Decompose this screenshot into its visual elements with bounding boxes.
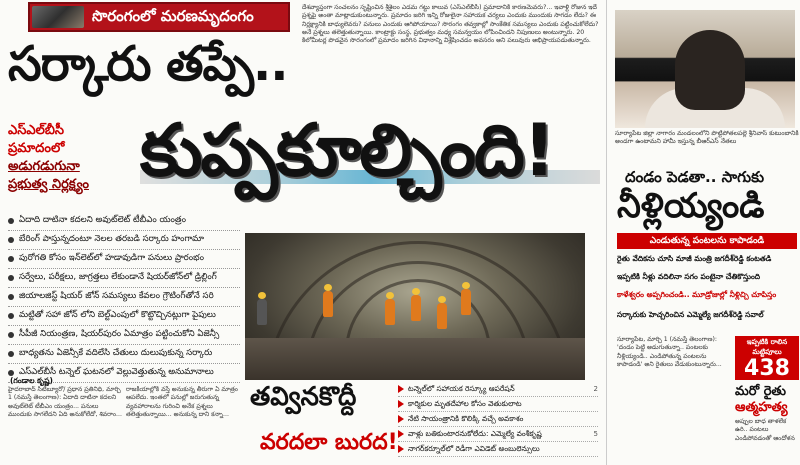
caption-line-2: వరదలా బురద!	[260, 430, 398, 455]
side-story-text: అప్పుల బాధ తాళలేక ఉరి.. పంటలు ఎండిపోవడంతో ఆందోళన	[735, 418, 795, 442]
highlight-line: ప్రభుత్వ నిర్లక్ష్యం	[8, 177, 89, 192]
related-link[interactable]	[398, 442, 598, 457]
arrow-icon	[398, 400, 404, 408]
bullet-item	[8, 326, 240, 345]
related-link-text: వాళ్లు బతికుంటారనుకోలేదు: ఎమ్మెల్యే వంశీకృష్ణ	[408, 428, 542, 438]
bullet-dot-icon	[8, 313, 14, 319]
debris-mud	[245, 338, 585, 380]
bullet-text: ఎస్‌ఎల్‌బీసీ టన్నెల్ ఘటనలో వెల్లువెత్తుతున్న అనుమానాలు	[19, 367, 214, 377]
arrow-icon	[398, 415, 404, 423]
page-ref: 2	[593, 385, 598, 393]
related-link[interactable]	[398, 382, 598, 397]
right-column	[606, 0, 800, 465]
related-link-text: నేటి సాయంత్రానికి కొలిక్కి వచ్చే అవకాశం	[408, 413, 524, 423]
big-headline-block	[136, 108, 601, 218]
right-kicker: దండం పెడతా.. సాగుకు	[625, 168, 765, 186]
arrow-icon	[398, 445, 404, 453]
intro-article: దేశవ్యాప్తంగా సంచలనం సృష్టించిన శ్రీశైలం ఎడమ గట్టు కాలువ (ఎస్‌ఎల్‌బీసీ) ప్రమాదానికి కారణమెవరు?... ఇవాళ్టి రోజున ఇదే ప్రశ్నపై అంతా మాట్లాడుకుంటున్నారు. ప్రమాదం జరిగి ఇన్ని రోజులైనా సహాయక చర్యలు ఎందుకు ముందుకు సాగడం లేదు? ఈ నిర్లక్ష్యానికి బాధ్యులెవరు? పనులు ఎందుకు ఆగిపోయాయి? సొరంగం తవ్వకాల్లో సాంకేతిక సమస్యలు ఎందుకు పట్టించుకోలేదు? అనే ప్రశ్నలు తలెత్తుతున్నాయి. కాంట్రాక్టు సంస్థ, ప్రభుత్వం మధ్య సమన్వయం లోపించిందని నిపుణులు అంటున్నారు. 20 కిలోమీటర్ల పొడవైన సొరంగంలో ప్రమాదం జరిగిన విధానాన్ని విశ్లేషించడం అవసరం అని పలువురు అభిప్రాయపడుతున్నారు.	[302, 4, 599, 45]
article-body-middle: రాజకీయాల్లోకి వస్తే అనుకున్న తీరుగా ఏ మాత్రం ఆపలేదు. ఇంతలో పనుల్లో జరుగుతున్న వ్యవహారాలను గురించి అనేక ప్రశ్నలు తలెత్తుతున్నాయి... అనుకున్న దాని కన్నా...	[126, 386, 238, 418]
bullet-text: ఏదాది దాటినా కదలని అవుట్‌లెట్ టీబీఎం యంత్రం	[19, 215, 186, 225]
page-ref: 5	[593, 430, 598, 438]
related-link-text: నాగర్‌కర్నూల్‌లో రెడీగా ఎవిడెట్ అంబులెన్సులు	[408, 443, 540, 453]
section-banner	[28, 2, 290, 32]
bullet-text: మట్టితో సహా జోన్ లోని బెల్ట్‌ఎంపులో కొట్టొచ్చినట్లుగా పైపులు	[19, 310, 216, 320]
banner-thumbnail-image	[32, 6, 84, 28]
related-link[interactable]	[398, 427, 598, 442]
photo-head	[675, 30, 745, 110]
count-box	[735, 336, 799, 380]
bullet-item	[8, 288, 240, 307]
bullet-dot-icon	[8, 237, 14, 243]
bullet-text: జియాలజిస్ట్ షియర్ జోన్ సమస్యలు కేవలం గ్రౌటింగ్‌తోనే సరి	[19, 291, 214, 301]
right-point: కాళేశ్వరం అప్పగించండి.. మూడ్రోజుల్లో నీళ్లిచ్చి చూపిస్తం	[617, 290, 777, 299]
right-point: రైతు వేదికను చూసి మాజీ మంత్రి జగదీశ్‌రెడ్డి కంటతడి	[617, 254, 772, 263]
related-link[interactable]	[398, 397, 598, 412]
big-headline-word: కుప్పకూల్చింది!	[140, 108, 554, 192]
photo-caption: సూర్యాపేట జిల్లా నాగారం మండలంలోని పొట్టిపోతలపల్లె శ్రీనివాస్ కుటుంబానికి అండగా ఉంటామని హామీ ఇస్తున్న బీఆర్‌ఎస్ నేతలు	[615, 130, 799, 146]
arrow-icon	[398, 385, 404, 393]
bullet-item	[8, 345, 240, 364]
highlight-box	[8, 122, 126, 210]
bullet-item	[8, 269, 240, 288]
right-point: ఇప్పటికి నీళ్లు వదిలినా సగం పంటైనా చేతికొస్తుంది	[617, 272, 761, 281]
banner-title: సొరంగంలో మరణమృదంగం	[92, 7, 254, 25]
bullet-dot-icon	[8, 256, 14, 262]
main-headline: సర్కారు తప్పే..	[8, 36, 288, 92]
right-article-body: సూర్యాపేట, మార్చి 1 (నమస్తే తెలంగాణ): 'దండం పెట్టి అడుగుతున్నా.. పంటలకు నీళ్లియ్యండి.. ఎండిపోతున్న పంటలను కాపాడండి' అని రైతులు వేడుకుంటున్నారు...	[617, 336, 722, 368]
side-story-line: మరో రైతు	[735, 384, 787, 399]
related-links	[398, 382, 598, 465]
caption-line-1: తవ్వినకొద్దీ	[250, 382, 357, 412]
byline: (గండాల కృష్ణ)	[10, 376, 53, 385]
tunnel-rescue-photo	[245, 233, 585, 380]
bullet-dot-icon	[8, 275, 14, 281]
count-label: ఇప్పటికి రాలిన మట్టిపూలు	[746, 338, 788, 356]
rescue-worker	[385, 299, 395, 325]
bullet-text: సర్వేలు, పరీక్షలు, జాగ్రత్తలు లేకుండానే షియర్‌జోన్‌లో డ్రిల్లింగ్	[19, 272, 217, 282]
related-link-text: టన్నెల్‌లో సహాయక రెస్క్యూ ఆపరేషన్	[408, 383, 515, 393]
right-subheading: ఎండుతున్న పంటలను కాపాడండి	[617, 233, 797, 249]
bullet-item	[8, 212, 240, 231]
right-point: సర్కారుకు హెచ్చరించిన ఎమ్మెల్యే జగదీశ్‌రెడ్డి సవాల్	[617, 310, 764, 319]
leader-photo	[615, 10, 795, 128]
bullet-dot-icon	[8, 218, 14, 224]
bullet-text: బాధ్యతను ఏజెన్సీకే వదిలేసి చేతులు దులుపుకున్న సర్కారు	[19, 348, 213, 358]
rescue-worker	[437, 303, 447, 329]
rescue-worker	[411, 295, 421, 321]
bullet-item	[8, 231, 240, 250]
side-story-title	[735, 384, 799, 416]
photo-caption-block	[250, 382, 420, 464]
bullet-item	[8, 250, 240, 269]
highlight-line: అడుగడుగునా	[8, 159, 80, 174]
rescue-worker	[257, 299, 267, 325]
related-link[interactable]	[398, 412, 598, 427]
bullet-text: సీపీజీ నియంత్రణ, షియర్‌పురం ఏమాత్రం పట్టించుకోని ఏజెన్సీ	[19, 329, 220, 339]
related-link-text: కార్మికుల మృతదేహాల కోసం వెతుకులాట	[408, 398, 522, 408]
article-body-left: హైదరాబాద్ సిటీబ్యూరో/ ప్రధాన ప్రతినిధి, మార్చి 1 (నమస్తే తెలంగాణ): ఏదాది దాటినా కదలని అవుట్‌లెట్ టీబీఎం యంత్రం... పనులు ముందుకు సాగలేదని ఏది అనుకోలేదో, శివరాం...	[8, 386, 122, 418]
bullet-text: బేరింగ్ పాస్తున్నదంటూ నెలల తరబడి సర్కారు హంగామా	[19, 234, 205, 244]
side-story-line: ఆత్మహత్య	[735, 400, 788, 415]
bullet-dot-icon	[8, 332, 14, 338]
bullet-dot-icon	[8, 351, 14, 357]
bullet-dot-icon	[8, 294, 14, 300]
right-headline: నీళ్లియ్యండి	[617, 186, 765, 226]
bullet-text: పురోగతి కోసం ఇన్‌లెట్‌లో హడావుడిగా పనులు ప్రారంభం	[19, 253, 204, 263]
count-number: 438	[744, 356, 790, 381]
arrow-icon	[398, 430, 404, 438]
highlight-line: ఎస్‌ఎల్‌బీసీ	[8, 123, 64, 138]
rescue-worker	[323, 291, 333, 317]
rescue-worker	[461, 289, 471, 315]
highlight-line: ప్రమాదంలో	[8, 141, 65, 156]
bullet-item	[8, 307, 240, 326]
